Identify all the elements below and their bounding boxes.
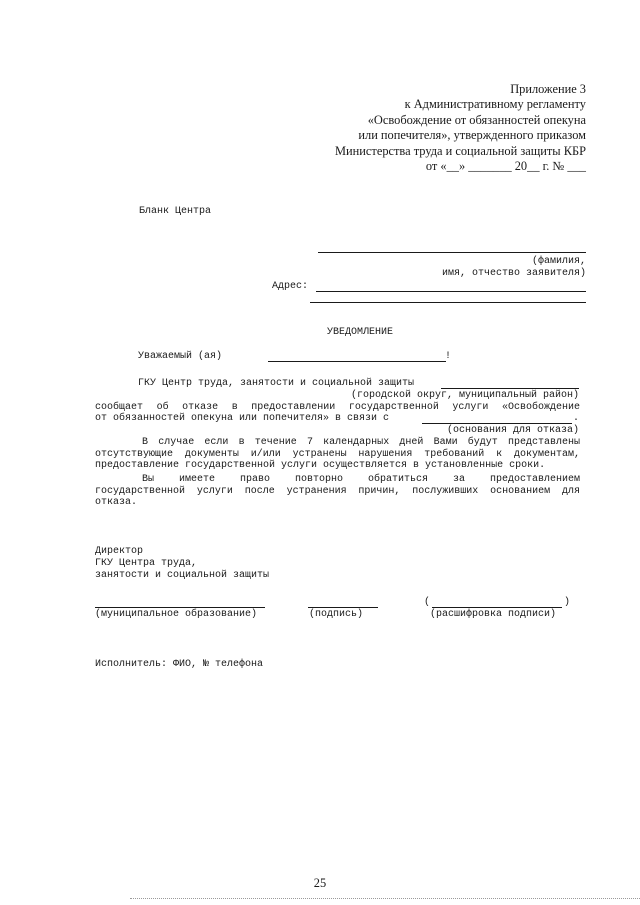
approval-line: Приложение 3 [510,82,586,96]
address-label: Адрес: [272,281,309,292]
paragraph1-line3-end: . [573,413,580,424]
address-line-2 [310,302,586,303]
signature-position-2: ГКУ Центра труда, [95,558,198,569]
center-name-line [441,388,579,389]
signature-line [308,607,378,608]
decoding-line [432,607,562,608]
paragraph3-line2: государственной услуги после устранения причин, послуживших основанием для [95,485,580,497]
paragraph1-body [95,402,580,414]
paragraph1-line1: ГКУ Центр труда, занятости и социальной защиты [138,378,415,389]
approval-line: от «__» _______ 20__ г. № ___ [425,159,586,174]
paragraph1-caption-reason: (основания для отказа) [446,425,579,436]
signature-position-3: занятости и социальной защиты [95,570,270,581]
decoding-paren-close: ) [564,597,571,608]
paragraph2-line1: В случае если в течение 7 календарных дней Вами будут представлены [142,437,580,448]
approval-line: «Освобождение от обязанностей опекуна [367,112,586,127]
paragraph2-line3: предоставление государственной услуги осуществляется в установленные сроки. [95,460,546,472]
document-title: УВЕДОМЛЕНИЕ [326,327,393,338]
page-number: 25 [313,876,327,890]
paragraph1-caption-district: (городской округ, муниципальный район) [350,390,579,401]
municipality-line [95,607,265,608]
salutation-label: Уважаемый (ая) [138,351,223,362]
paragraph2 [95,437,580,472]
paragraph3-line3: отказа. [95,497,138,509]
paragraph2-line2: отсутствующие документы и/или устранены нарушения требований к документам, [95,448,580,460]
refusal-reason-line [422,423,572,424]
footer-rule [130,898,640,899]
decoding-caption: (расшифровка подписи) [430,609,557,620]
decoding-paren-open: ( [424,597,431,608]
paragraph1-line2: сообщает об отказе в предоставлении государственной услуги «Освобождение [95,402,580,413]
addressee-name-caption-1: (фамилия, [531,256,586,267]
paragraph1-line3: от обязанностей опекуна или попечителя» в связи с [95,413,390,424]
approval-line: или попечителя», утвержденного приказом [358,128,586,143]
letterhead-label: Бланк Центра [139,206,212,217]
addressee-name-caption-2: имя, отчество заявителя) [441,268,586,279]
salutation-name-line [268,361,446,362]
approval-line: к Административному регламенту [404,97,586,112]
salutation-end-mark: ! [445,351,452,362]
addressee-name-line [318,252,586,253]
approval-line: Министерства труда и социальной защиты КБР [335,143,586,158]
signature-position-1: Директор [95,546,144,557]
signature-caption: (подпись) [309,609,364,620]
approval-block [286,82,586,174]
municipality-caption: (муниципальное образование) [95,609,258,620]
address-line-1 [316,291,586,292]
executor-label: Исполнитель: ФИО, № телефона [95,659,264,670]
paragraph3 [95,474,580,509]
paragraph3-line1: Вы имеете право повторно обратиться за предоставлением [142,474,580,485]
